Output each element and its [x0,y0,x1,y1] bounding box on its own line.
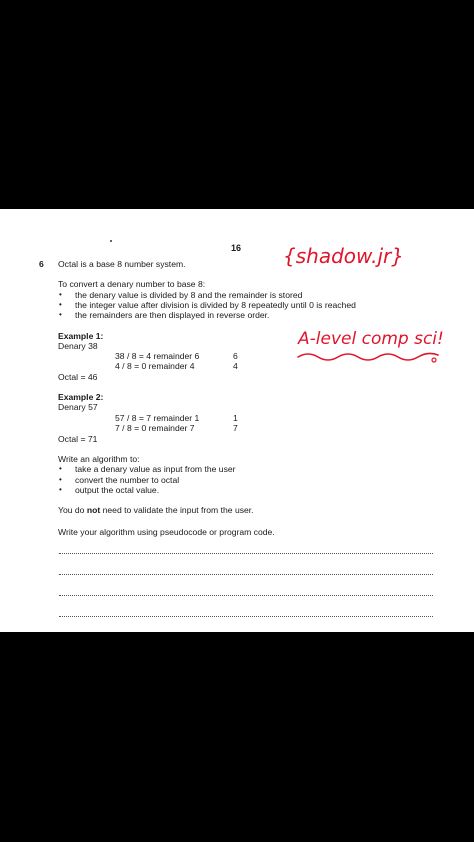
step-item: the integer value after division is divided by 8 repeatedly until 0 is reached [75,300,356,310]
answer-line[interactable] [59,574,433,575]
bullet-icon: • [59,290,62,299]
write-instruction: Write your algorithm using pseudocode or program code. [58,527,275,537]
bullet-icon: • [59,464,62,473]
answer-line[interactable] [59,595,433,596]
example2-calc-row: 7 / 8 = 0 remainder 7 [115,423,195,433]
bullet-icon: • [59,475,62,484]
bullet-icon: • [59,310,62,319]
bullet-icon: • [59,485,62,494]
answer-line[interactable] [59,616,433,617]
example2-remainder-digit: 7 [233,423,238,433]
example1-calc-row: 38 / 8 = 4 remainder 6 [115,351,200,361]
print-speck [110,240,112,242]
example2-heading: Example 2: [58,392,104,402]
task-item: convert the number to octal [75,475,180,485]
handwritten-subject: A-level comp sci! [298,329,444,349]
validate-suffix: need to validate the input from the user. [100,505,254,515]
step-item: the remainders are then displayed in reverse order. [75,310,270,320]
example1-heading: Example 1: [58,331,104,341]
validate-prefix: You do [58,505,87,515]
task-item: output the octal value. [75,485,160,495]
example1-remainder-digit: 4 [233,361,238,371]
convert-intro: To convert a denary number to base 8: [58,279,206,289]
bullet-icon: • [59,300,62,309]
example1-remainder-digit: 6 [233,351,238,361]
page-number: 16 [231,243,242,253]
answer-line[interactable] [59,553,433,554]
example1-octal: Octal = 46 [58,372,98,382]
example2-remainder-digit: 1 [233,413,238,423]
question-number: 6 [39,259,44,269]
example2-denary: Denary 57 [58,402,98,412]
handwritten-handle: {shadow.jr} [283,244,404,268]
example2-calc-row: 57 / 8 = 7 remainder 1 [115,413,200,423]
question-intro: Octal is a base 8 number system. [58,259,186,269]
example1-denary: Denary 38 [58,341,98,351]
task-intro: Write an algorithm to: [58,454,140,464]
example1-calc-row: 4 / 8 = 0 remainder 4 [115,361,195,371]
step-item: the denary value is divided by 8 and the remainder is stored [75,290,303,300]
exam-page [0,209,474,632]
handwritten-underline [296,348,446,364]
task-item: take a denary value as input from the user [75,464,236,474]
example2-octal: Octal = 71 [58,434,98,444]
validate-emphasis: not [86,505,101,515]
validate-note [58,505,254,515]
